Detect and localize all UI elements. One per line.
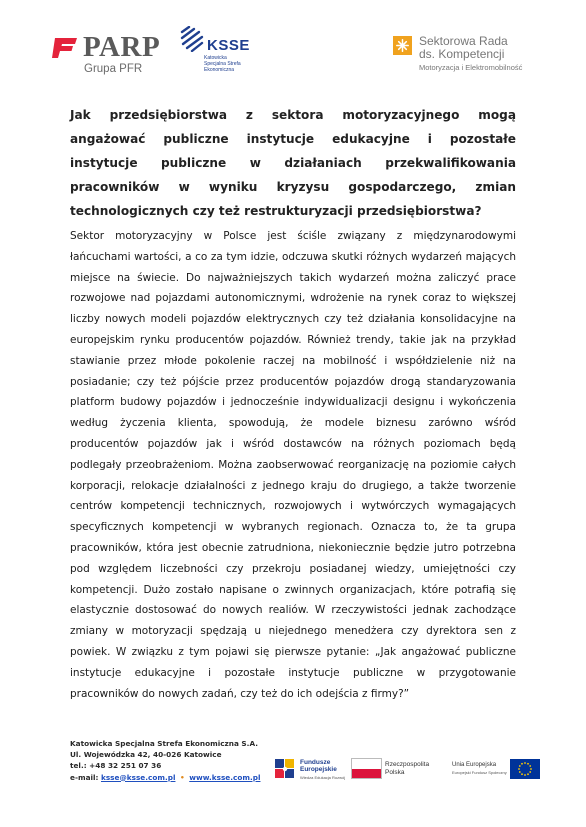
sectoral-council-line2: ds. Kompetencji xyxy=(419,47,505,61)
ksse-logo-subtitle: Katowicka Specjalna Strefa Ekonomiczna xyxy=(204,55,241,73)
fundusze-line1: Fundusze xyxy=(300,759,331,766)
parp-logo xyxy=(52,31,172,78)
rzeczpospolita-line1: Rzeczpospolita xyxy=(385,761,430,768)
fundusze-line3: Wiedza Edukacja Rozwój xyxy=(300,775,346,780)
sectoral-council-logo xyxy=(393,34,543,74)
parp-logo-subtitle: Grupa PFR xyxy=(84,63,143,75)
sectoral-council-line1: Sektorowa Rada xyxy=(419,34,508,48)
ksse-logo xyxy=(180,26,260,82)
footer-email-link[interactable]: ksse@ksse.com.pl xyxy=(100,772,176,782)
footer-email-label: e-mail: xyxy=(70,772,99,782)
ksse-logo-name: KSSE xyxy=(207,37,250,54)
rzeczpospolita-polska-logo xyxy=(351,758,433,784)
body-paragraph: Sektor motoryzacyjny w Polsce jest ściśle związany z międzynarodowymi łańcuchami wartości, a co za tym idzie, odczuwa skutki różnych wydarzeń mających miejsce na świecie. Do najważniejszych takich wydarzeń można zaliczyć prace rozwojowe nad pojazdami autonomicznymi, wdrożenie na rynek coraz to większej liczby nowych modeli pojazdów elektrycznych czy też działania konsolidacyjne na europejskim rynku producentów pojazdów. Również trendy, takie jak na przykład stawianie przez młode pokolenie raczej na mobilność i współdzielenie niż na posiadanie; czy też pójście przez producentów pojazdów drogą standaryzowania platform budowy pojazdów i jednocześnie indywidualizacji designu i wykończenia według życzenia klienta, spowodują, że modele biznesu zarówno wśród producentów pojazdów jak i wśród dostawców na różnych poziomach będą podlegały przeobrażeniom. Można zaobserwować reorganizację na poziomie całych korporacji, relokacje działalności z jednego kraju do drugiego, a także tworzenie centrów kompetencji technicznych, rozwojowych i wytwórczych wymagających specyficznych kompetencji w wybranych regionach. Oznacza to, że ta grupa pracowników, która jest obecnie zatrudniona, niekoniecznie będzie jutro potrzebna pod względem liczebności czy przekroju posiadanej wiedzy, umiejętności czy kompetencji. Dużo zostało napisane o zwinnych organizacjach, które potrafią się elastycznie dostosować do nowych realiów. W rzeczywistości jednak zachodzące zmiany w motoryzacji spędzają u niejednego menedżera czy dyrektora sen z powiek. W związku z tym pojawi się pierwsze pytanie: „Jak angażować publiczne instytucje edukacyjne i pozostałe instytucje publiczne w przygotowanie pracowników do nowych zadań, czy też do ich odejścia z firmy?” xyxy=(70,230,516,700)
parp-logo-name: PARP xyxy=(83,31,161,63)
polish-flag-white xyxy=(352,759,381,769)
eu-flag-icon xyxy=(510,759,540,779)
ue-line2: Europejski Fundusz Społeczny xyxy=(452,770,507,775)
ue-line1: Unia Europejska xyxy=(452,762,497,768)
rzeczpospolita-line2: Polska xyxy=(385,769,405,776)
footer-contact xyxy=(70,772,260,783)
ksse-logo-icon xyxy=(180,26,208,52)
footer-address xyxy=(70,738,260,783)
footer-phone: tel.: +48 32 251 07 36 xyxy=(70,761,162,771)
footer-org: Katowicka Specjalna Strefa Ekonomiczna S.A. xyxy=(70,739,259,748)
fundusze-line2: Europejskie xyxy=(300,766,337,773)
polish-flag-icon xyxy=(351,758,382,779)
sectoral-council-icon xyxy=(393,36,412,55)
footer-separator: • xyxy=(180,772,185,782)
footer-street: Ul. Wojewódzka 42, 40-026 Katowice xyxy=(70,750,222,760)
footer-website-link[interactable]: www.ksse.com.pl xyxy=(189,772,261,782)
unia-europejska-logo xyxy=(452,759,544,783)
fundusze-europejskie-icon xyxy=(273,757,297,781)
question-heading: Jak przedsiębiorstwa z sektora motoryzacyjnego mogą angażować publiczne instytucje edukacyjne i pozostałe instytucje publiczne w działaniach przekwalifikowania pracowników w wyniku kryzysu gospodarczego, zmian technologicznych czy też restrukturyzacji przedsiębiorstwa? xyxy=(70,108,516,218)
parp-logo-icon xyxy=(52,36,78,60)
fundusze-europejskie-logo xyxy=(273,757,353,785)
sectoral-council-line3: Motoryzacja i Elektromobilność xyxy=(419,63,523,72)
polish-flag-red xyxy=(352,769,381,779)
